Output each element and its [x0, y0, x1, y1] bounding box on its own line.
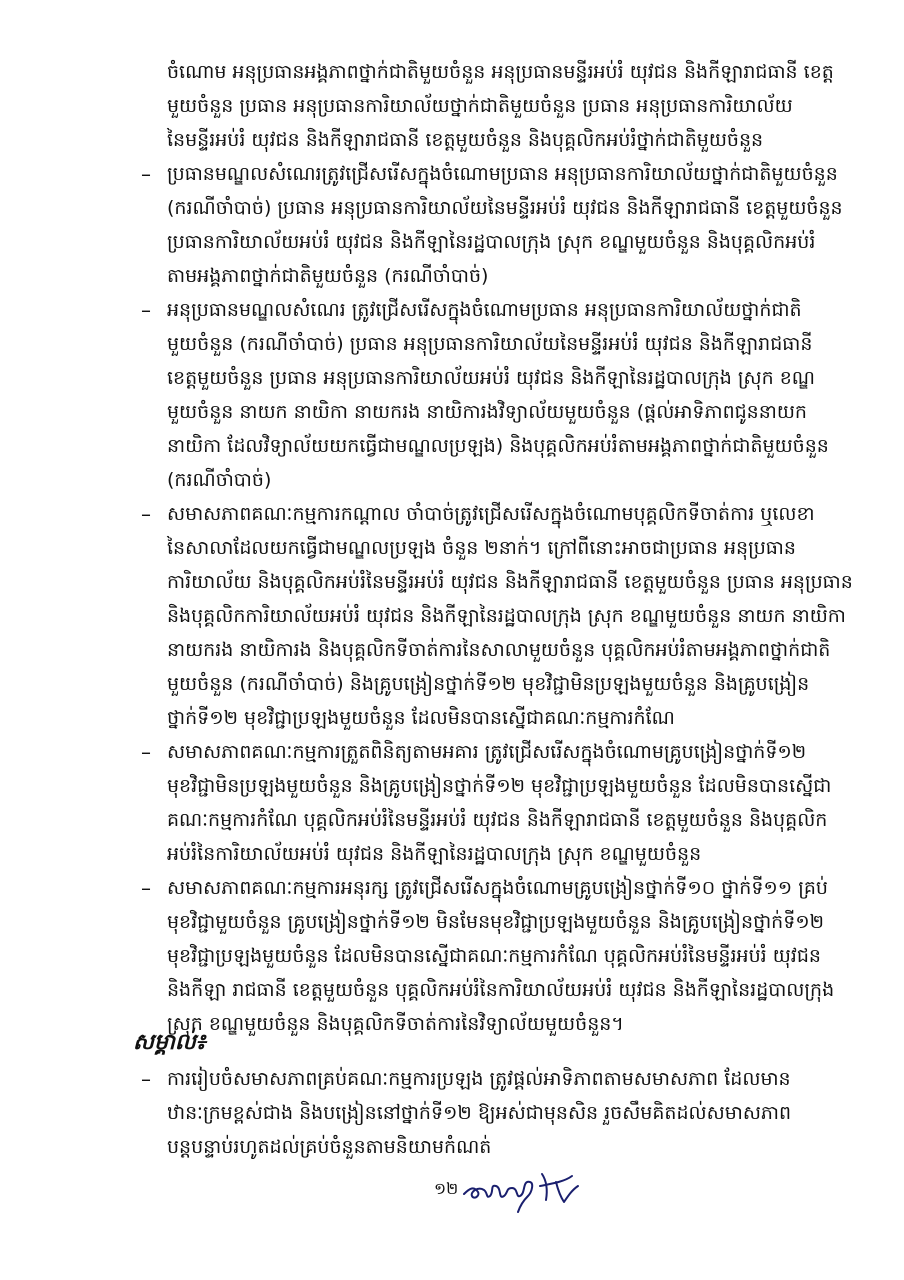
list-dash-3: –: [141, 502, 151, 526]
list-dash-5: –: [141, 876, 151, 900]
body-line-7: តាមអង្គភាពថ្នាក់ជាតិមួយចំនួន (ករណីចាំបាច់): [167, 265, 489, 287]
body-line-25: សមាសភាពគណៈកម្មការអនុរក្ស ត្រូវជ្រើសរើសក្នុងចំណោមគ្រូបង្រៀនថ្នាក់ទី១០ ថ្នាក់ទី១១ គ្រប់: [167, 877, 828, 899]
body-line-12: នាយិកា ដែលវិទ្យាល័យយកធ្វើជាមណ្ឌលប្រឡង) និងបុគ្គលិកអប់រំតាមអង្គភាពថ្នាក់ជាតិមួយចំនួន: [167, 435, 829, 457]
body-line-2: មួយចំនួន ប្រធាន អនុប្រធានការិយាល័យថ្នាក់ជាតិមួយចំនួន ប្រធាន អនុប្រធានការិយាល័យ: [167, 95, 793, 117]
body-line-6: ប្រធានការិយាល័យអប់រំ យុវជន និងកីឡានៃរដ្ឋបាលក្រុង ស្រុក ខណ្ឌមួយចំនួន និងបុគ្គលិកអប់រំ: [167, 231, 816, 253]
body-line-26: មុខវិជ្ជាមួយចំនួន គ្រូបង្រៀនថ្នាក់ទី១២ មិនមែនមុខវិជ្ជាប្រឡងមួយចំនួន និងគ្រូបង្រៀនថ្នាក់ទី១២: [167, 911, 825, 933]
body-line-19: មួយចំនួន (ករណីចាំបាច់) និងគ្រូបង្រៀនថ្នាក់ទី១២ មុខវិជ្ជាមិនប្រឡងមួយចំនួន និងគ្រូបង្រៀន: [167, 673, 810, 695]
body-line-21: សមាសភាពគណៈកម្មការត្រួតពិនិត្យតាមអគារ ត្រូវជ្រើសរើសក្នុងចំណោមគ្រូបង្រៀនថ្នាក់ទី១២: [167, 741, 807, 763]
page-number: ១២: [434, 1179, 459, 1198]
body-line-3: នៃមន្ទីរអប់រំ យុវជន និងកីឡារាជធានី ខេត្តមួយចំនួន និងបុគ្គលិកអប់រំថ្នាក់ជាតិមួយចំនួន: [167, 129, 764, 151]
list-dash-2: –: [141, 298, 151, 322]
body-line-30: ការរៀបចំសមាសភាពគ្រប់គណៈកម្មការប្រឡង ត្រូវផ្តល់អាទិភាពតាមសមាសភាព ដែលមាន: [167, 1068, 791, 1090]
body-line-14: សមាសភាពគណៈកម្មការកណ្តាល ចាំបាច់ត្រូវជ្រើសរើសក្នុងចំណោមបុគ្គលិកទីចាត់ការ ឬលេខា: [167, 503, 815, 525]
note-heading: សម្គាល់៖: [133, 1030, 206, 1055]
body-line-20: ថ្នាក់ទី១២ មុខវិជ្ជាប្រឡងមួយចំនួន ដែលមិនបានស្នើជាគណៈកម្មការកំណែ: [167, 707, 675, 729]
body-line-18: នាយករង នាយិការង និងបុគ្គលិកទីចាត់ការនៃសាលាមួយចំនួន បុគ្គលិកអប់រំតាមអង្គភាពថ្នាក់ជាតិ: [167, 639, 831, 661]
body-line-15: នៃសាលាដែលយកធ្វើជាមណ្ឌលប្រឡង ចំនួន ២នាក់។ ក្រៅពីនោះអាចជាប្រធាន អនុប្រធាន: [167, 537, 796, 559]
body-line-28: និងកីឡា រាជធានី ខេត្តមួយចំនួន បុគ្គលិកអប់រំនៃការិយាល័យអប់រំ យុវជន និងកីឡានៃរដ្ឋបាលក្រុង: [167, 979, 835, 1001]
body-line-23: គណៈកម្មការកំណែ បុគ្គលិកអប់រំនៃមន្ទីរអប់រំ យុវជន និងកីឡារាជធានី ខេត្តមួយចំនួន និងបុគ្គលិក: [167, 809, 828, 831]
body-line-4: ប្រធានមណ្ឌលសំណេរត្រូវជ្រើសរើសក្នុងចំណោមប្រធាន អនុប្រធានការិយាល័យថ្នាក់ជាតិមួយចំនួន: [167, 163, 838, 185]
body-line-32: បន្តបន្ទាប់រហូតដល់គ្រប់ចំនួនតាមនិយាមកំណត់: [167, 1136, 492, 1158]
list-dash-6: –: [141, 1067, 151, 1091]
body-line-1: ចំណោម អនុប្រធានអង្គភាពថ្នាក់ជាតិមួយចំនួន អនុប្រធានមន្ទីរអប់រំ យុវជន និងកីឡារាជធានី ខេត្ត: [167, 61, 834, 83]
body-line-16: ការិយាល័យ និងបុគ្គលិកអប់រំនៃមន្ទីរអប់រំ យុវជន និងកីឡារាជធានី ខេត្តមួយចំនួន ប្រធាន អនុប្រធាន: [167, 571, 853, 593]
body-line-27: មុខវិជ្ជាប្រឡងមួយចំនួន ដែលមិនបានស្នើជាគណៈកម្មការកំណែ បុគ្គលិកអប់រំនៃមន្ទីរអប់រំ យុវជន: [167, 945, 821, 967]
page-footer: [434, 1166, 614, 1216]
body-line-22: មុខវិជ្ជាមិនប្រឡងមួយចំនួន និងគ្រូបង្រៀនថ្នាក់ទី១២ មុខវិជ្ជាប្រឡងមួយចំនួន ដែលមិនបានស្នើជា: [167, 775, 832, 797]
body-line-9: មួយចំនួន (ករណីចាំបាច់) ប្រធាន អនុប្រធានការិយាល័យនៃមន្ទីរអប់រំ យុវជន និងកីឡារាជធានី: [167, 333, 813, 355]
list-dash-1: –: [141, 162, 151, 186]
signature-initials: [460, 1166, 610, 1216]
list-dash-4: –: [141, 740, 151, 764]
body-line-8: អនុប្រធានមណ្ឌលសំណេរ ត្រូវជ្រើសរើសក្នុងចំណោមប្រធាន អនុប្រធានការិយាល័យថ្នាក់ជាតិ: [167, 299, 802, 321]
body-line-24: អប់រំនៃការិយាល័យអប់រំ យុវជន និងកីឡានៃរដ្ឋបាលក្រុង ស្រុក ខណ្ឌមួយចំនួន: [167, 843, 702, 865]
body-line-5: (ករណីចាំបាច់) ប្រធាន អនុប្រធានការិយាល័យនៃមន្ទីរអប់រំ យុវជន និងកីឡារាជធានី ខេត្តមួយចំនួន: [167, 197, 843, 219]
body-line-31: ឋានៈក្រមខ្ពស់ជាង និងបង្រៀននៅថ្នាក់ទី១២ ឱ្យអស់ជាមុនសិន រួចសឹមគិតដល់សមាសភាព: [167, 1102, 792, 1124]
body-line-13: (ករណីចាំបាច់): [167, 469, 272, 491]
body-line-17: និងបុគ្គលិកការិយាល័យអប់រំ យុវជន និងកីឡានៃរដ្ឋបាលក្រុង ស្រុក ខណ្ឌមួយចំនួន នាយក នាយិកា: [167, 605, 846, 627]
body-line-11: មួយចំនួន នាយក នាយិកា នាយករង នាយិការងវិទ្យាល័យមួយចំនួន (ផ្តល់អាទិភាពជូននាយក: [167, 401, 807, 423]
body-line-29: ស្រុក ខណ្ឌមួយចំនួន និងបុគ្គលិកទីចាត់ការនៃវិទ្យាល័យមួយចំនួន។: [167, 1013, 624, 1035]
body-line-10: ខេត្តមួយចំនួន ប្រធាន អនុប្រធានការិយាល័យអប់រំ យុវជន និងកីឡានៃរដ្ឋបាលក្រុង ស្រុក ខណ្ឌ: [167, 367, 815, 389]
